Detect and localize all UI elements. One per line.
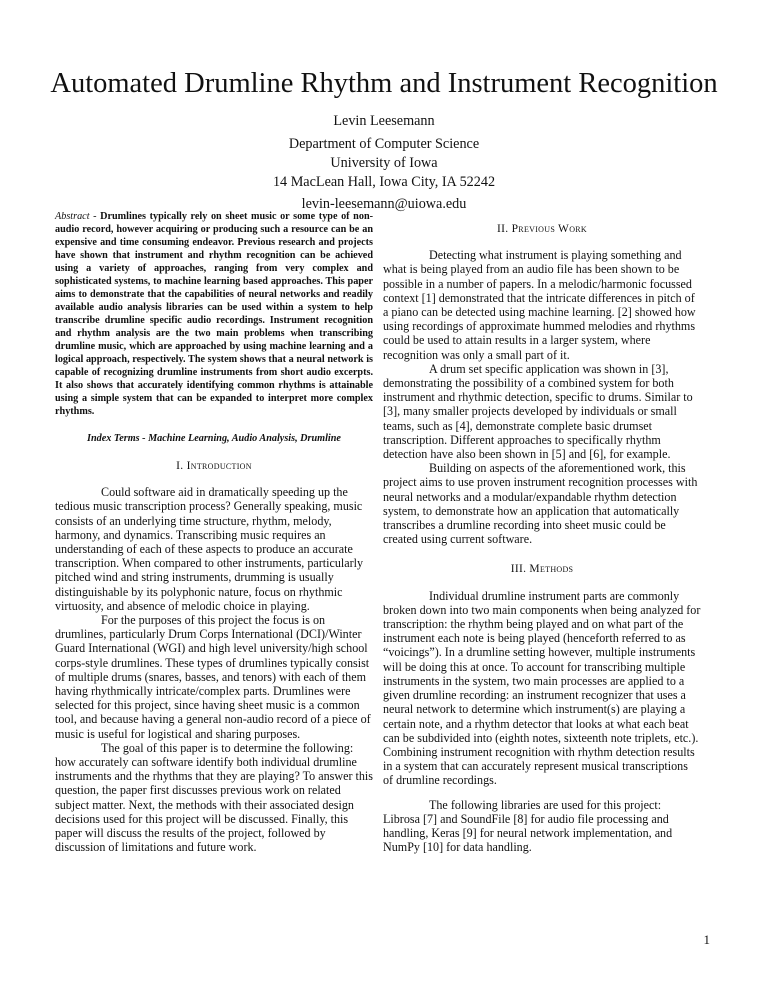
author-department: Department of Computer Science [288, 136, 480, 152]
left-column [55, 210, 373, 854]
section-heading-previous-work: II. Previous Work [497, 223, 587, 235]
page-number: 1 [703, 932, 710, 947]
intro-paragraph-1: Could software aid in dramatically speeding up the tedious music transcription process? Generally speaking, music consists of an underlying time structure, rhythm, melody, harmony, and dynamics. Transcribing music requires an understanding of each of these aspects to produce an accurate transcription. When compared to other instruments, particularly pitched wind and string instruments, drumming is usually distinguishable by its polyphonic nature, focus on rhythmic virtuosity, and absence of melodic choice in playing. [55, 485, 364, 613]
paragraph-gap [383, 788, 701, 798]
intro-paragraph-2: For the purposes of this project the focus is on drumlines, particularly Drum Corps International (DCI)/Winter Guard International (WGI) and high level university/high school corps-style drumlines. These types of drumlines typically consist of multiple drums (snares, basses, and tenors) with each of them having rhythmically intricate/complex parts. Drumlines were selected for this project, since having sheet music is a common tool, and because having a general non-audio record of a piece of music is useful for logistical and sharing purposes. [55, 613, 371, 741]
author-university: University of Iowa [330, 155, 438, 171]
author-address: 14 MacLean Hall, Iowa City, IA 52242 [272, 174, 496, 190]
author-email: levin-leesemann@uiowa.edu [301, 196, 467, 212]
previous-work-paragraph-1: Detecting what instrument is playing something and what is being played from an audio file has been shown to be possible in a number of papers. In a melodic/harmonic focussed context [1] demonstrated that the intricate differences in pitch of a piano can be detected using machine learning. [2] showed how using recordings of approximate hummed melodies and rhythms could be used to attain results in a larger system, where recognition was only a small part of it. [383, 248, 696, 362]
abstract [55, 210, 373, 418]
previous-work-paragraph-2: A drum set specific application was shown in [3], demonstrating the possibility of a combined system for both instrument and rhythmic detection, specific to drums. Similar to [3], many smaller projects developed by individuals or small teams, such as [4], demonstrate complete basic drumset transcription. Different approaches to specifically rhythm detection have also been shown in [5] and [6], for example. [383, 361, 693, 462]
abstract-text: Drumlines typically rely on sheet music or some type of non-audio record, however acquiring or producing such a resource can be an expensive and time consuming endeavor. Previous research and projects have shown that instrument and rhythm recognition can be achieved using a variety of approaches, ranging from very complex and sophisticated systems, to machine learning based approaches. This paper aims to demonstrate that the capabilities of neural networks and readily available audio analysis libraries can be used within a system to help transcribe drumline specific audio recordings. Instrument recognition and rhythm analysis are the two main problems when transcribing drumline music, which are approached by using machine learning and a logical approach, respectively. The system shows that a neural network is capable of recognizing drumline instruments from short audio excerpts. It also shows that accurately identifying common rhythms is attainable using a simple system that can be expanded to interpret more complex rhythms. [55, 211, 373, 417]
index-terms: Index Terms - Machine Learning, Audio Analysis, Drumline [87, 433, 341, 444]
section-heading-methods: III. Methods [510, 563, 574, 576]
author-block [0, 112, 768, 214]
right-column [383, 222, 701, 854]
section-heading-introduction: I. Introduction [176, 460, 252, 472]
methods-paragraph-2: The following libraries are used for this project: Librosa [7] and SoundFile [8] for audio file processing and handling, Keras [9] for neural network implementation, and NumPy [10] for data handling. [383, 797, 673, 855]
abstract-lead: Abstract - [55, 211, 101, 222]
methods-paragraph-1: Individual drumline instrument parts are commonly broken down into two main components when being analyzed for transcription: the rhythm being played and on what part of the instrument each note is being played (henceforth referred to as “voicings”). In a drumline setting however, multiple instruments will be doing this at once. To account for transcribing multiple instruments in the system, two main processes are applied to a given drumline recording: an instrument recognizer that uses a neural network to determine which instrument(s) are playing a certain note, and a rhythm detector that looks at what each beat can be subdivided into (eighth notes, sixteenth note triplets, etc.). Combining instrument recognition with rhythm detection results in a system that can accurately represent musical transcriptions of drumline recordings. [383, 588, 701, 788]
previous-work-paragraph-3: Building on aspects of the aforementioned work, this project aims to use proven instrument recognition processes with neural networks and a modular/expandable rhythm detection system, to demonstrate how an application that automatically transcribes a drumline recording into sheet music could be created using current software. [383, 461, 698, 547]
author-name: Levin Leesemann [333, 113, 435, 129]
intro-paragraph-3: The goal of this paper is to determine the following: how accurately can software identify both individual drumline instruments and the rhythms that they are playing? To answer this question, the paper first discusses previous work on related subject matter. Next, the methods with their associated design decisions used for this project will be discussed. Finally, this paper will discuss the results of the project, followed by discussion of limitations and future work. [55, 740, 374, 855]
paper-title: Automated Drumline Rhythm and Instrument Recognition [50, 68, 718, 99]
